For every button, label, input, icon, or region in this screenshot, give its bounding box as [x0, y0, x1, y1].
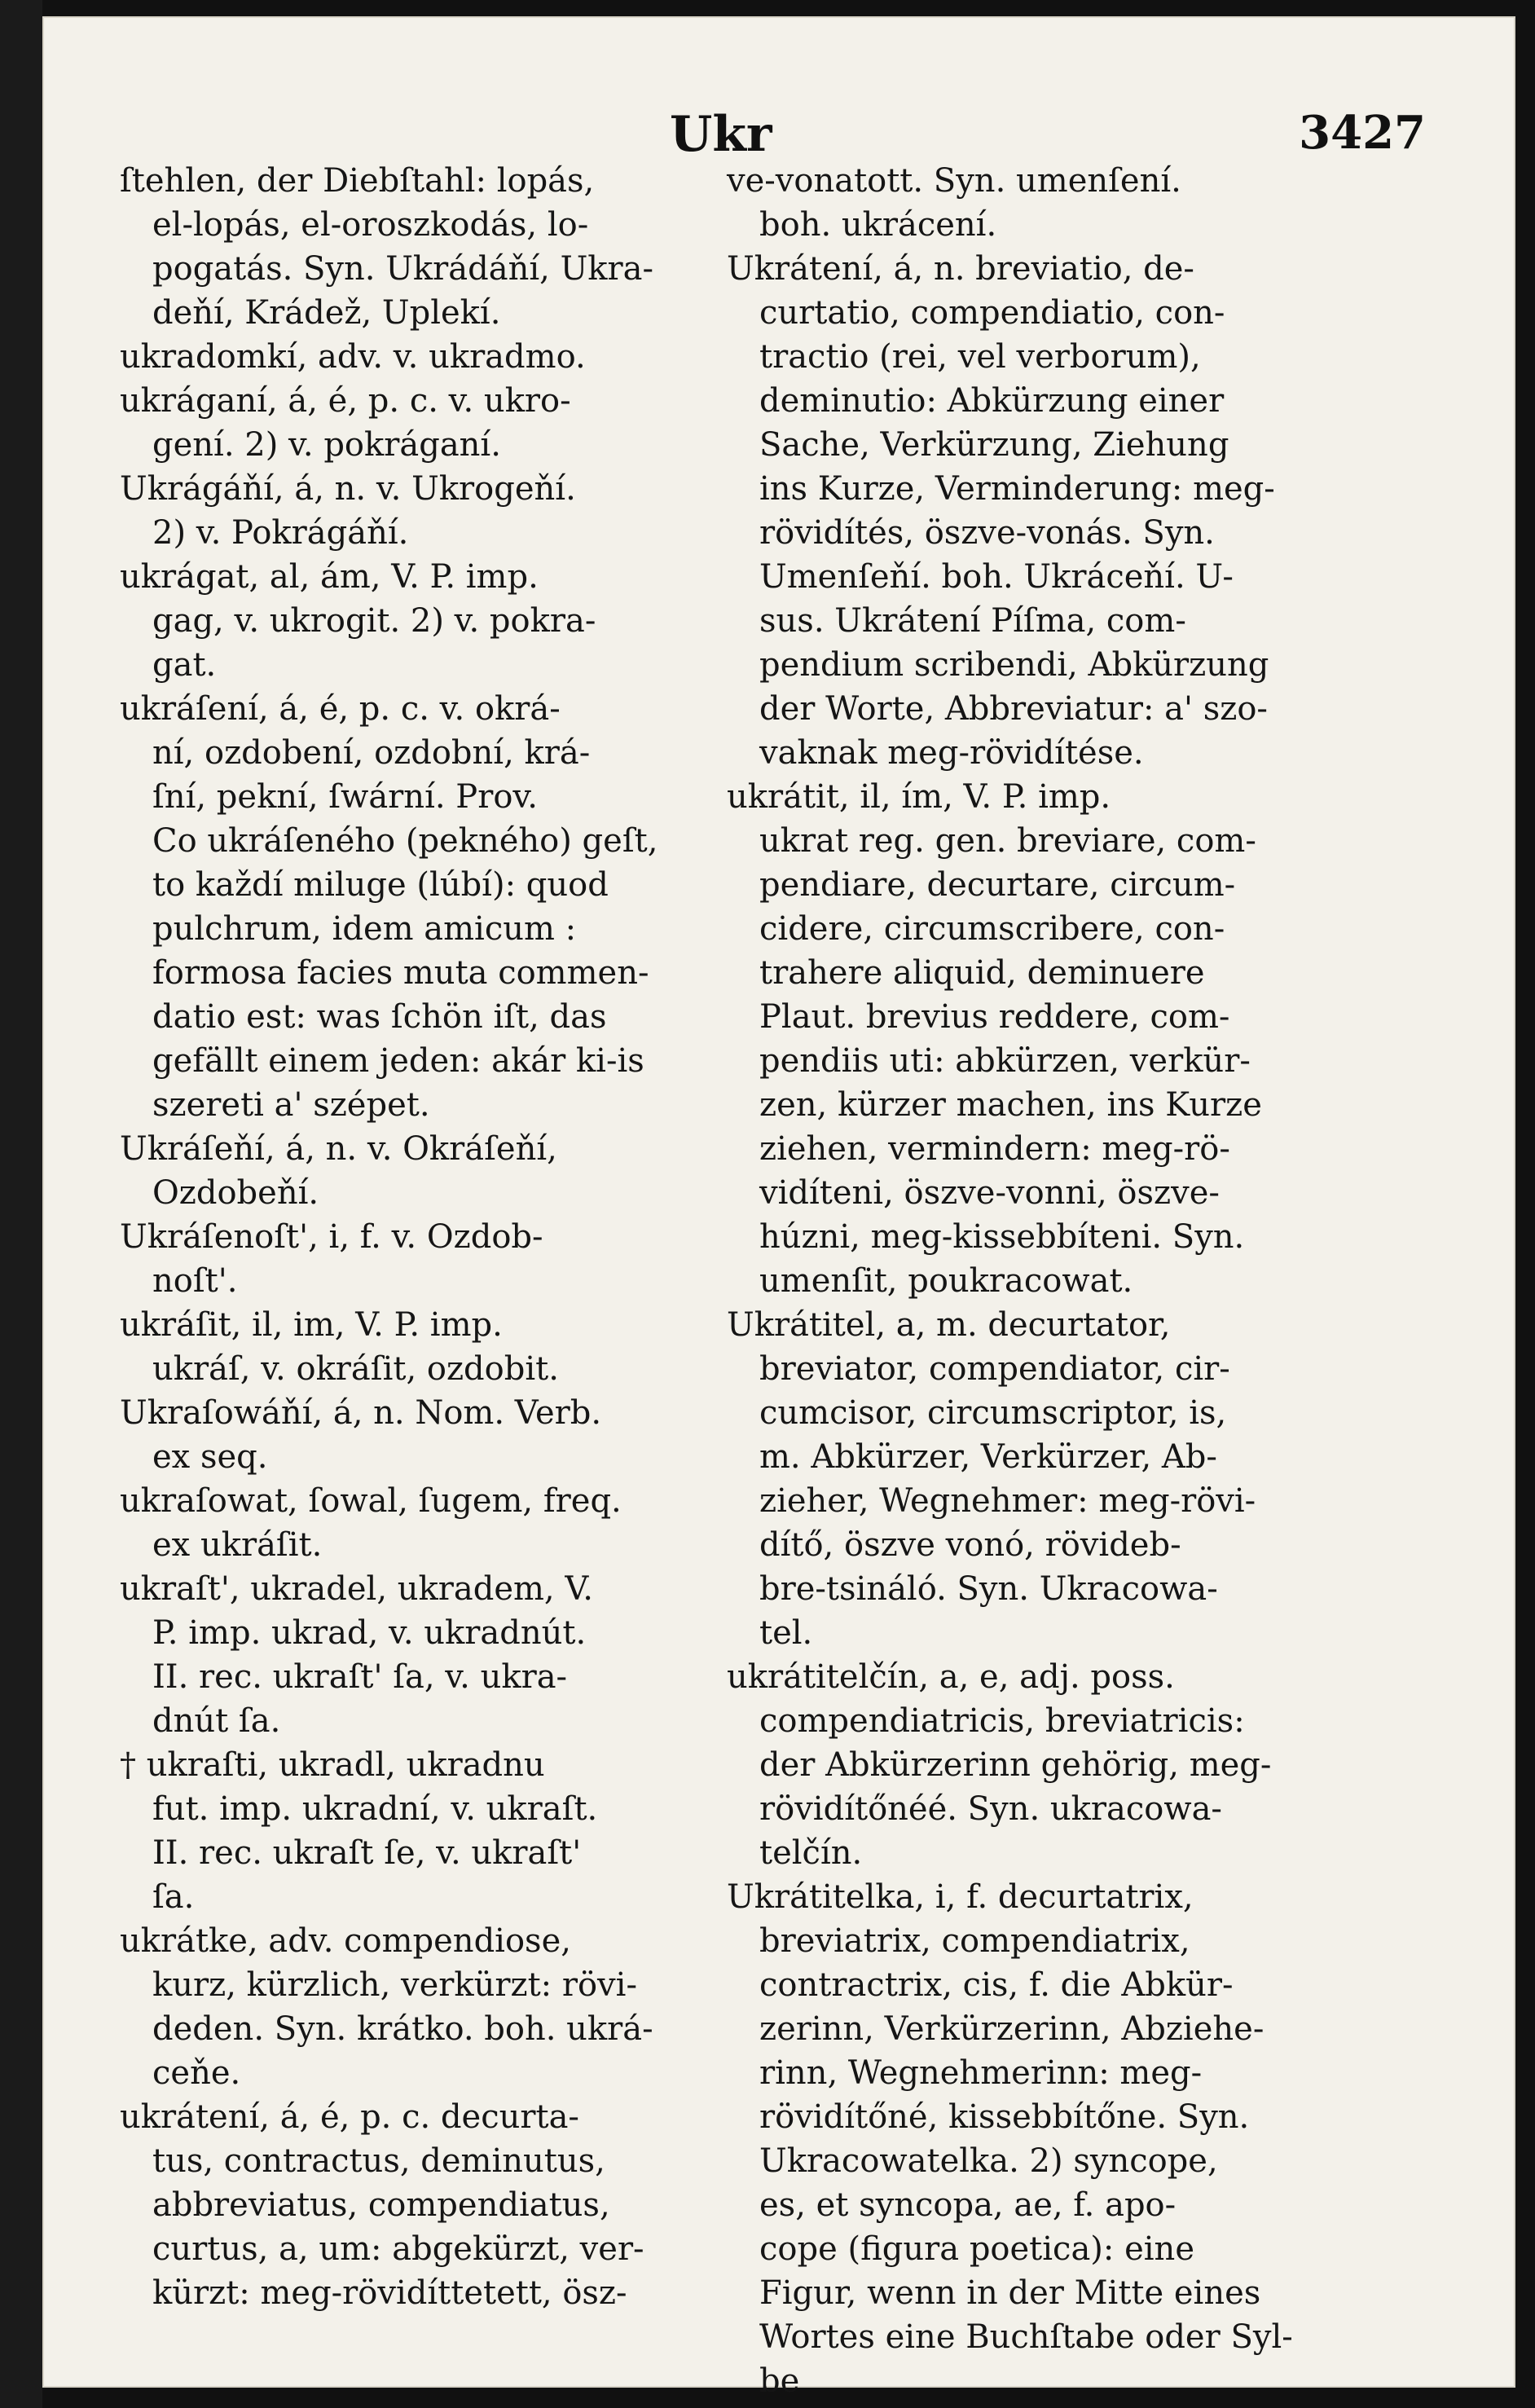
entry-line: deden. Syn. krátko. boh. ukrá-	[152, 2010, 653, 2048]
entry-line: dnút ſa.	[152, 1702, 281, 1740]
dictionary-entry	[120, 1919, 739, 2095]
page-number: 3427	[1299, 106, 1426, 160]
entry-line: Ozdobeňí.	[152, 1174, 319, 1212]
entry-line: deňí, Krádež, Uplekí.	[152, 294, 501, 332]
entry-line: tractio (rei, vel verborum),	[759, 338, 1201, 376]
entry-line: umenſit, poukracowat.	[759, 1262, 1133, 1300]
dictionary-entry	[120, 379, 739, 467]
entry-line: ní, ozdobení, ozdobní, krá-	[152, 734, 591, 772]
entry-line: gení. 2) v. pokráganí.	[152, 426, 501, 464]
entry-line: pendiis uti: abkürzen, verkür-	[759, 1042, 1251, 1080]
entry-line: gefällt einem jeden: akár ki-is	[152, 1042, 644, 1080]
entry-line: el-lopás, el-oroszkodás, lo-	[152, 206, 589, 244]
entry-line: ukráſení, á, é, p. c. v. okrá-	[120, 690, 561, 728]
entry-line: ukráſ, v. okráſit, ozdobit.	[152, 1350, 559, 1388]
entry-line: gag, v. ukrogit. 2) v. pokra-	[152, 602, 596, 640]
entry-line: vidíteni, öszve-vonni, öszve-	[759, 1174, 1220, 1212]
entry-line: pulchrum, idem amicum :	[152, 910, 577, 948]
entry-line: ſa.	[152, 1878, 195, 1916]
entry-line: rövidítőnéé. Syn. ukracowa-	[759, 1790, 1222, 1828]
entry-line: pendiare, decurtare, circum-	[759, 866, 1236, 904]
entry-line: zen, kürzer machen, ins Kurze	[759, 1086, 1262, 1124]
left-column	[120, 159, 739, 2315]
entry-line: kurz, kürzlich, verkürzt: rövi-	[152, 1966, 637, 2004]
entry-line: ukraſt', ukradel, ukradem, V.	[120, 1570, 593, 1608]
entry-line: ins Kurze, Verminderung: meg-	[759, 470, 1275, 508]
entry-line: ukradomkí, adv. v. ukradmo.	[120, 338, 586, 376]
entry-line: trahere aliquid, deminuere	[759, 954, 1205, 992]
entry-line: fut. imp. ukradní, v. ukraſt.	[152, 1790, 598, 1828]
entry-line: ukrat reg. gen. breviare, com-	[759, 822, 1256, 860]
entry-line: II. rec. ukraſt ſe, v. ukraſt'	[152, 1834, 582, 1872]
entry-line: compendiatricis, breviatricis:	[759, 1702, 1245, 1740]
page-header	[42, 73, 1515, 163]
entry-line: cidere, circumscribere, con-	[759, 910, 1225, 948]
entry-line: der Abkürzerinn gehörig, meg-	[759, 1746, 1272, 1784]
entry-line: Ukráſeňí, á, n. v. Okráſeňí,	[120, 1130, 557, 1168]
entry-line: Ukrágáňí, á, n. v. Ukrogeňí.	[120, 470, 576, 508]
entry-line: Sache, Verkürzung, Ziehung	[759, 426, 1229, 464]
entry-line: to každí miluge (lúbí): quod	[152, 866, 609, 904]
entry-line: cope (figura poetica): eine	[759, 2230, 1194, 2268]
entry-line: cumcisor, circumscriptor, is,	[759, 1394, 1227, 1432]
dictionary-entry	[727, 159, 1379, 247]
dictionary-entry	[120, 335, 739, 379]
dictionary-entry	[120, 555, 739, 687]
entry-line: zieher, Wegnehmer: meg-rövi-	[759, 1482, 1256, 1520]
entry-line: formosa facies muta commen-	[152, 954, 649, 992]
dictionary-entry	[120, 1743, 739, 1919]
dictionary-entry	[120, 1391, 739, 1479]
entry-line: curtus, a, um: abgekürzt, ver-	[152, 2230, 644, 2268]
entry-line: ukráſit, il, im, V. P. imp.	[120, 1306, 503, 1344]
entry-line: telčín.	[759, 1834, 863, 1872]
entry-line: P. imp. ukrad, v. ukradnút.	[152, 1614, 587, 1652]
entry-line: II. rec. ukraſt' ſa, v. ukra-	[152, 1658, 568, 1696]
right-column	[727, 159, 1379, 2403]
dictionary-entry	[120, 1567, 739, 1743]
entry-line: boh. ukrácení.	[759, 206, 997, 244]
entry-line: Ukrátitel, a, m. decurtator,	[727, 1306, 1171, 1344]
dictionary-entry	[727, 247, 1379, 775]
dictionary-entry	[727, 775, 1379, 1303]
entry-line: kürzt: meg-rövidíttetett, ösz-	[152, 2274, 627, 2312]
entry-line: abbreviatus, compendiatus,	[152, 2186, 610, 2224]
entry-line: be	[759, 2362, 800, 2400]
entry-line: sus. Ukrátení Píſma, com-	[759, 602, 1186, 640]
entry-line: gat.	[152, 646, 217, 684]
entry-line: ukrátke, adv. compendiose,	[120, 1922, 571, 1960]
entry-line: ukrátit, il, ím, V. P. imp.	[727, 778, 1111, 816]
entry-line: ukrátitelčín, a, e, adj. poss.	[727, 1658, 1175, 1696]
entry-line: ſní, pekní, ſwární. Prov.	[152, 778, 538, 816]
entry-line: † ukraſti, ukradl, ukradnu	[120, 1746, 545, 1784]
entry-line: breviatrix, compendiatrix,	[759, 1922, 1190, 1960]
entry-line: vaknak meg-rövidítése.	[759, 734, 1144, 772]
entry-line: ſtehlen, der Diebſtahl: lopás,	[120, 162, 595, 200]
entry-line: ve-vonatott. Syn. umenſení.	[727, 162, 1181, 200]
entry-line: m. Abkürzer, Verkürzer, Ab-	[759, 1438, 1217, 1476]
entry-line: breviator, compendiator, cir-	[759, 1350, 1230, 1388]
entry-line: szereti a' szépet.	[152, 1086, 430, 1124]
entry-line: húzni, meg-kissebbíteni. Syn.	[759, 1218, 1245, 1256]
entry-line: es, et syncopa, ae, f. apo-	[759, 2186, 1177, 2224]
entry-line: rinn, Wegnehmerinn: meg-	[759, 2054, 1203, 2092]
dictionary-entry	[120, 687, 739, 1127]
dictionary-page	[42, 16, 1515, 2400]
entry-line: contractrix, cis, f. die Abkür-	[759, 1966, 1234, 2004]
entry-line: pendium scribendi, Abkürzung	[759, 646, 1269, 684]
dictionary-entry	[120, 1303, 739, 1391]
entry-line: ukrátení, á, é, p. c. decurta-	[120, 2098, 579, 2136]
entry-line: noſt'.	[152, 1262, 238, 1300]
entry-line: Co ukráſeného (pekného) geſt,	[152, 822, 658, 860]
entry-line: Wortes eine Buchſtabe oder Syl-	[759, 2318, 1293, 2356]
dictionary-entry	[120, 467, 739, 555]
entry-line: ziehen, vermindern: meg-rö-	[759, 1130, 1230, 1168]
dictionary-entry	[120, 2095, 739, 2315]
dictionary-entry	[120, 1215, 739, 1303]
dictionary-entry	[120, 159, 739, 335]
dictionary-entry	[727, 1303, 1379, 1655]
entry-line: curtatio, compendiatio, con-	[759, 294, 1225, 332]
entry-line: 2) v. Pokrágáňí.	[152, 514, 409, 552]
entry-line: Figur, wenn in der Mitte eines	[759, 2274, 1261, 2312]
entry-line: Ukrátení, á, n. breviatio, de-	[727, 250, 1194, 288]
dictionary-entry	[120, 1479, 739, 1567]
entry-line: tel.	[759, 1614, 813, 1652]
dictionary-entry	[727, 1875, 1379, 2403]
entry-line: bre-tsináló. Syn. Ukracowa-	[759, 1570, 1218, 1608]
entry-line: Ukracowatelka. 2) syncope,	[759, 2142, 1218, 2180]
entry-line: ukráganí, á, é, p. c. v. ukro-	[120, 382, 571, 420]
entry-line: deminutio: Abkürzung einer	[759, 382, 1225, 420]
binding-edge	[0, 0, 42, 2408]
entry-line: ex seq.	[152, 1438, 268, 1476]
entry-line: pogatás. Syn. Ukrádáňí, Ukra-	[152, 250, 653, 288]
dictionary-entry	[727, 1655, 1379, 1875]
entry-line: Plaut. brevius reddere, com-	[759, 998, 1230, 1036]
dictionary-entry	[120, 1127, 739, 1215]
entry-line: tus, contractus, deminutus,	[152, 2142, 605, 2180]
entry-line: Ukraſowáňí, á, n. Nom. Verb.	[120, 1394, 602, 1432]
entry-line: zerinn, Verkürzerinn, Abziehe-	[759, 2010, 1265, 2048]
entry-line: ceňe.	[152, 2054, 241, 2092]
guide-word: Ukr	[670, 106, 772, 163]
entry-line: dítő, öszve vonó, rövideb-	[759, 1526, 1181, 1564]
entry-line: rövidítőné, kissebbítőne. Syn.	[759, 2098, 1250, 2136]
entry-line: ukraſowat, ſowal, ſugem, freq.	[120, 1482, 622, 1520]
entry-line: ukrágat, al, ám, V. P. imp.	[120, 558, 539, 596]
entry-line: Ukrátitelka, i, f. decurtatrix,	[727, 1878, 1194, 1916]
entry-line: der Worte, Abbreviatur: a' szo-	[759, 690, 1268, 728]
entry-line: ex ukráſit.	[152, 1526, 323, 1564]
entry-line: Ukráſenoſt', i, f. v. Ozdob-	[120, 1218, 543, 1256]
entry-line: Umenſeňí. boh. Ukráceňí. U-	[759, 558, 1234, 596]
entry-line: datio est: was ſchön iſt, das	[152, 998, 607, 1036]
entry-line: rövidítés, öszve-vonás. Syn.	[759, 514, 1215, 552]
